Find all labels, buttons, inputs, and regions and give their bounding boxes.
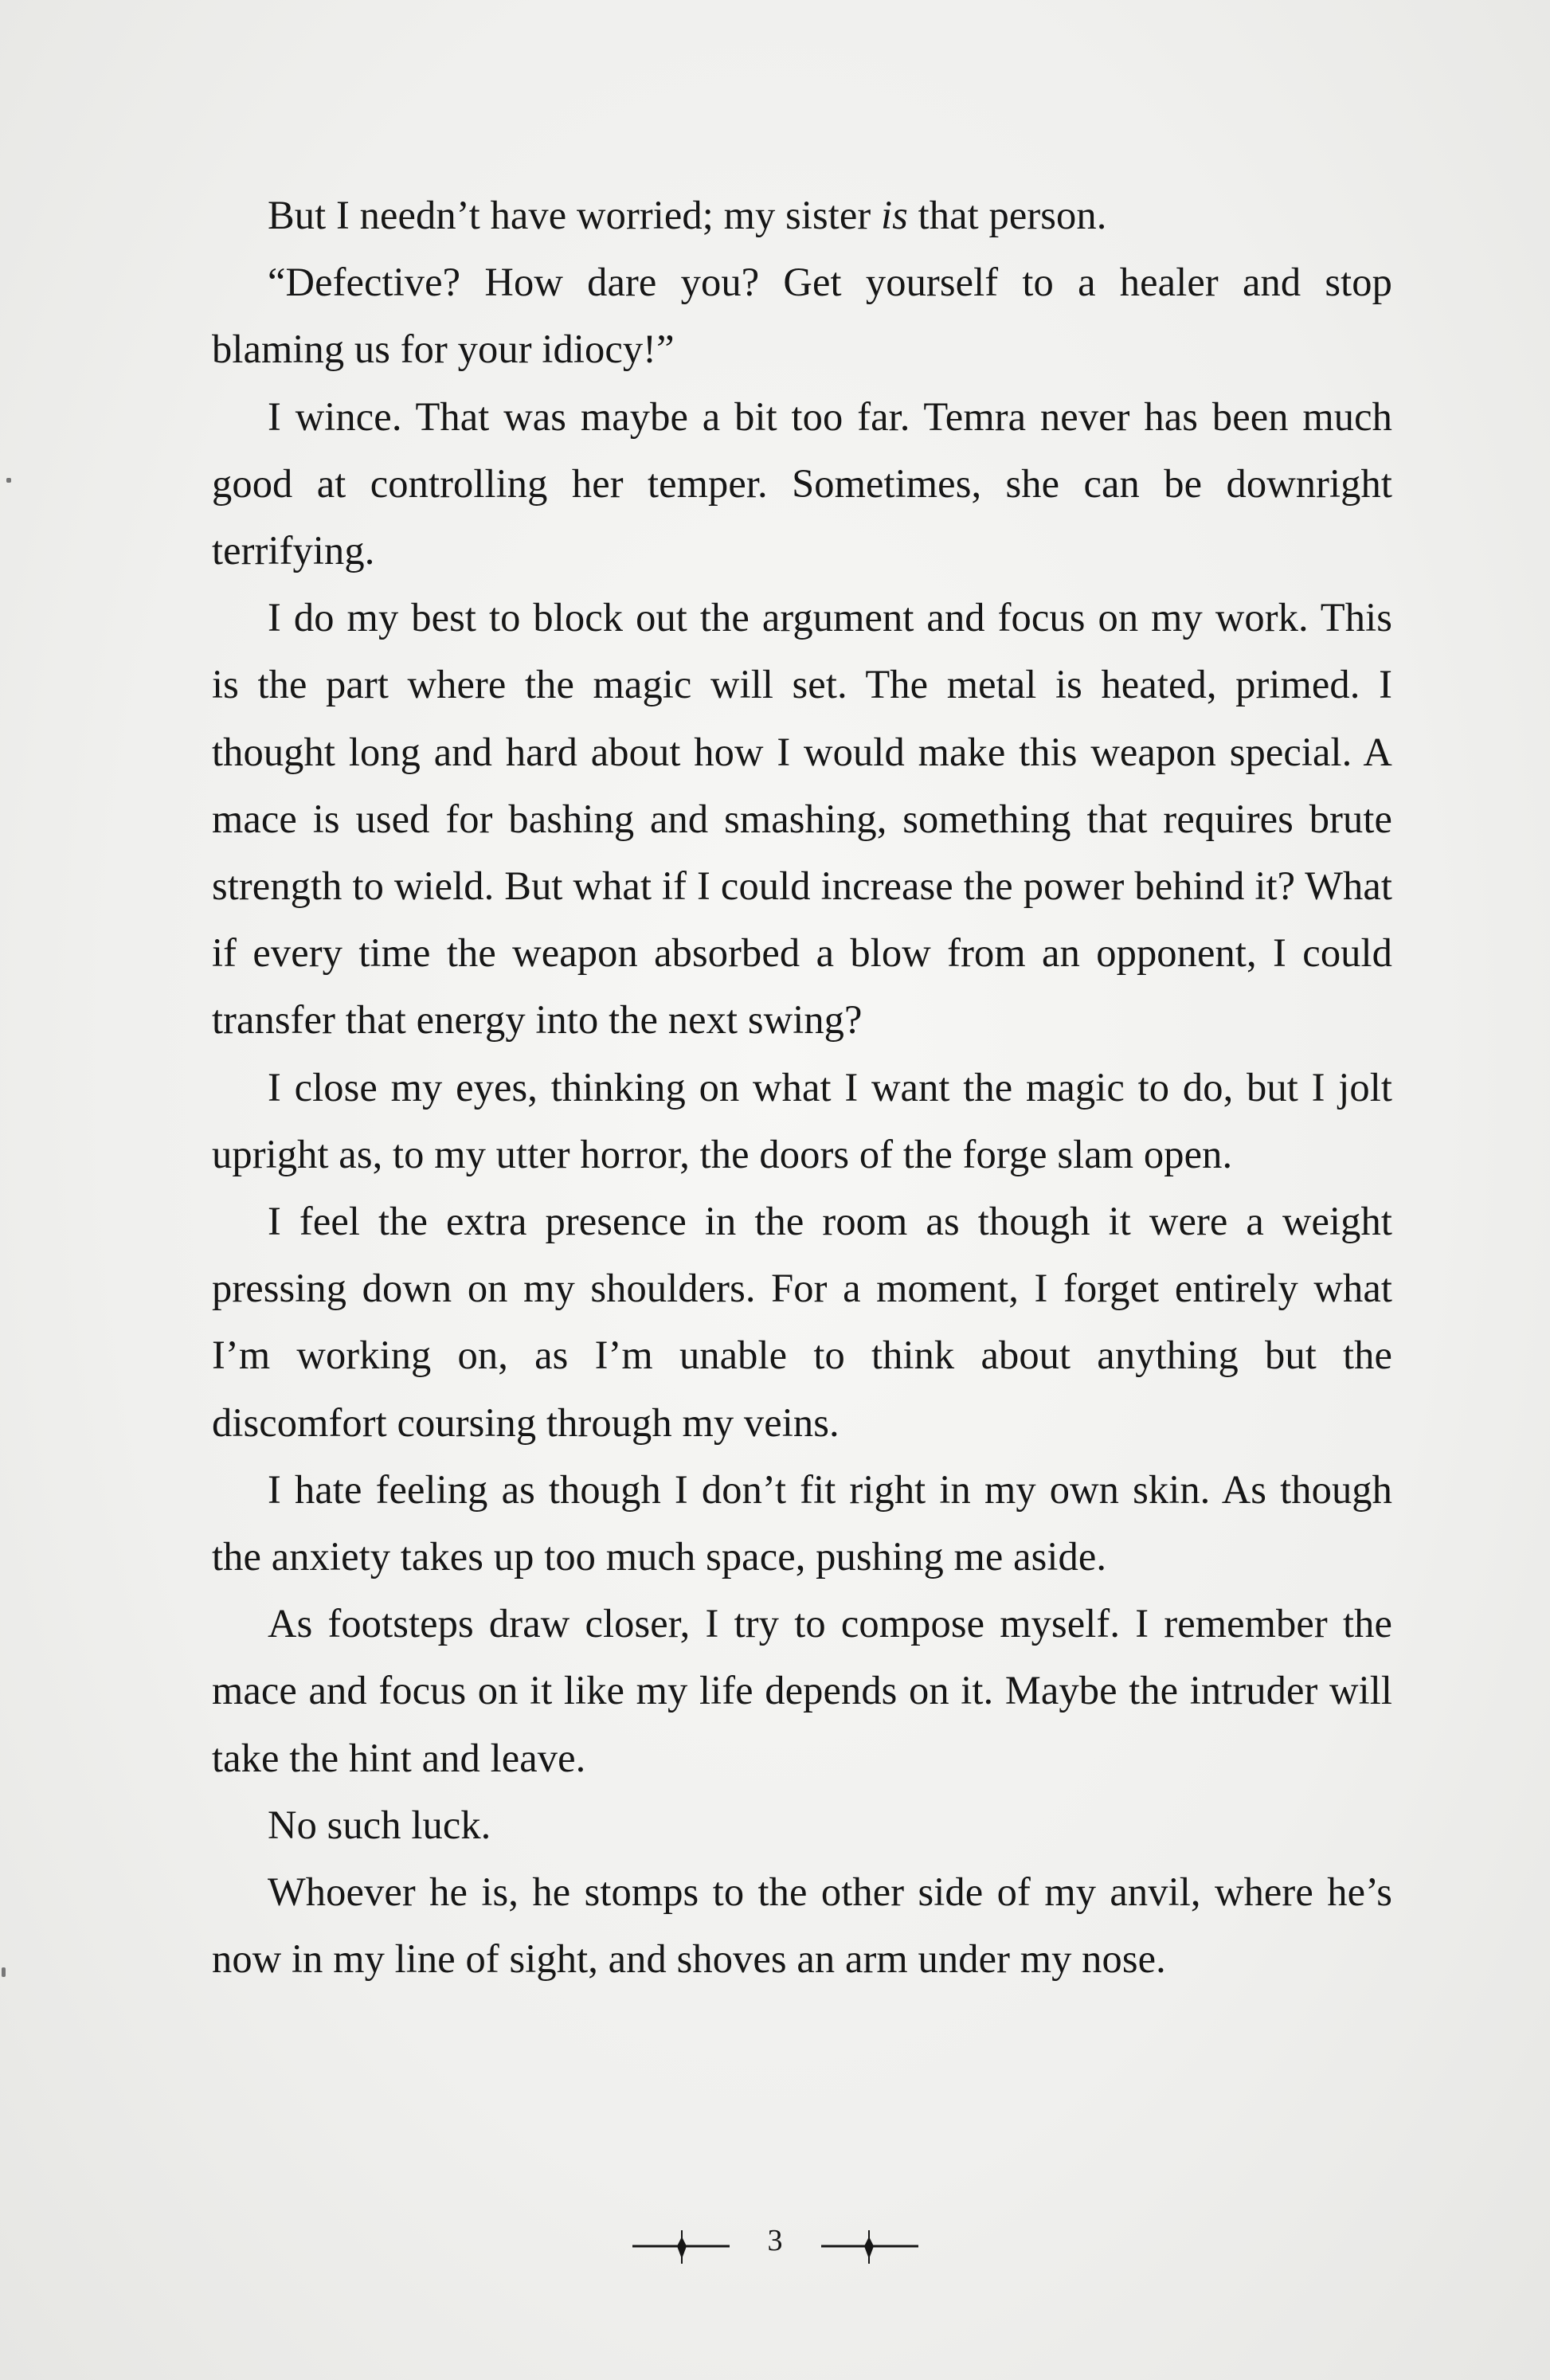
paragraph-text: No such luck. [268,1802,491,1847]
paragraph [212,383,1392,585]
star-flourish-icon [629,2222,733,2270]
paragraph [212,1188,1392,1456]
star-flourish-icon [818,2222,922,2270]
paragraph [212,1456,1392,1590]
paragraph-text: “Defective? How dare you? Get yourself to a healer and stop blaming us for your idiocy!” [212,260,1392,372]
paragraph [212,1791,1392,1858]
paragraph-text: I feel the extra presence in the room as though it were a weight pressing down on my shoulders. For a moment, I forget entirely what I’m working on, as I’m unable to think about anything but the discomfort coursing through my veins. [212,1199,1392,1445]
paragraph [212,1858,1392,1992]
paragraph [212,584,1392,1053]
paragraph [212,182,1392,249]
paragraph [212,1590,1392,1791]
emphasis-text: is [881,193,908,237]
body-text [212,182,1392,1992]
paragraph-text: I wince. That was maybe a bit too far. Temra never has been much good at controlling her temper. Sometimes, she can be downright terrifying. [212,393,1392,573]
paragraph-text: that person. [907,193,1107,237]
paragraph [212,1054,1392,1188]
paragraph-text: I do my best to block out the argument and focus on my work. This is the part where the magic will set. The metal is heated, primed. I thought long and hard about how I would make this weapon special. A mace is used for bashing and smashing, something that requires brute strength to wield. But what if I could increase the power behind it? What if every time the weapon absorbed a blow from an opponent, I could transfer that energy into the next swing? [212,595,1392,1043]
paragraph [212,249,1392,382]
scan-speck [2,1967,6,1977]
page-number: 3 [767,2224,783,2257]
paragraph-text: Whoever he is, he stomps to the other side of my anvil, where he’s now in my line of sight, and shoves an arm under my nose. [212,1869,1392,1982]
scan-speck [6,478,11,483]
paragraph-text: I hate feeling as though I don’t fit right in my own skin. As though the anxiety takes up too much space, pushing me aside. [212,1466,1392,1579]
paragraph-text: As footsteps draw closer, I try to compose myself. I remember the mace and focus on it like my life depends on it. Maybe the intruder will take the hint and leave. [212,1601,1392,1780]
paragraph-text: I close my eyes, thinking on what I want the magic to do, but I jolt upright as, to my utter horror, the doors of the forge slam open. [212,1064,1392,1176]
paragraph-text: But I needn’t have worried; my sister [268,193,882,237]
page-footer [0,2214,1550,2278]
